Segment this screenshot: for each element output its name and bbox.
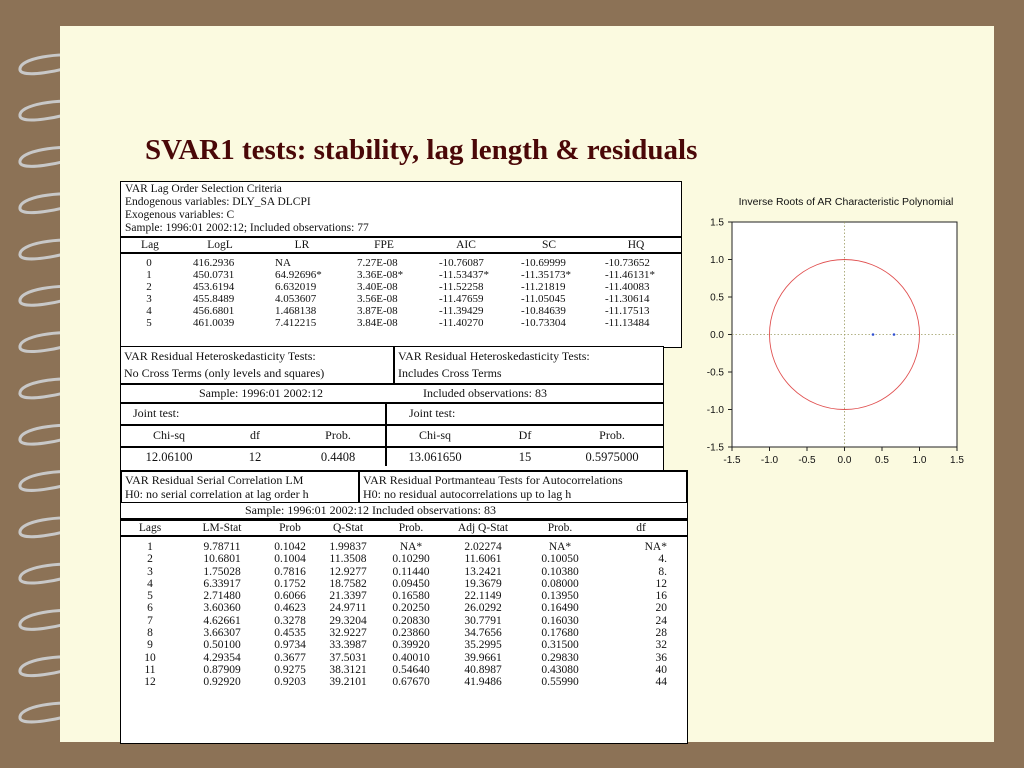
lag-cell: 450.0731: [193, 269, 235, 281]
hetero-right-prob: 0.5975000: [585, 450, 639, 464]
lag-column-headers: [121, 237, 681, 253]
lag-row: [121, 293, 681, 305]
y-tick-label: -0.5: [706, 367, 724, 379]
serial-cell: 0.16030: [541, 614, 579, 627]
serial-cell: 0.39920: [392, 639, 430, 652]
serial-cell: 32.9227: [329, 627, 367, 640]
serial-cell: 33.3987: [329, 639, 367, 652]
serial-cell: 4.: [658, 553, 667, 566]
y-tick-label: 1.0: [710, 255, 724, 266]
serial-row: [121, 578, 687, 590]
col-df: df: [636, 522, 646, 534]
serial-row: [121, 541, 687, 553]
hetero-left-title: VAR Residual Heteroskedasticity Tests:: [124, 349, 316, 363]
serial-cell: 11.3508: [329, 553, 367, 566]
x-tick-label: 1.0: [912, 455, 927, 466]
serial-sample-line: Sample: 1996:01 2002:12 Included observations: 83: [121, 503, 687, 519]
lag-cell: 4.053607: [275, 293, 317, 305]
serial-cell: 0.1004: [274, 553, 306, 566]
chart-title: Inverse Roots of AR Characteristic Polynomial: [738, 196, 954, 208]
serial-cell: 0.4623: [274, 602, 306, 615]
serial-cell: 35.2995: [464, 639, 502, 652]
serial-cell: 19.3679: [464, 577, 502, 590]
lag-cell: 6.632019: [275, 281, 317, 293]
serial-row: [121, 676, 687, 688]
serial-cell: 41.9486: [464, 676, 502, 689]
hetero-right-title: VAR Residual Heteroskedasticity Tests:: [398, 349, 590, 363]
serial-cell: 0.29830: [541, 651, 579, 664]
lag-cell: 4: [146, 305, 152, 317]
x-tick-label: -0.5: [798, 455, 816, 466]
hetero-left-sub: No Cross Terms (only levels and squares): [124, 366, 325, 380]
serial-cell: 0.10380: [541, 565, 579, 578]
serial-cell: 0.10290: [392, 553, 430, 566]
hetero-right-col-prob: Prob.: [599, 428, 625, 442]
lag-cell: 5: [146, 317, 152, 329]
serial-cell: 9.78711: [203, 541, 241, 553]
lag-cell: NA: [275, 257, 291, 269]
serial-cell: 22.1149: [464, 590, 502, 603]
serial-cell: 0.23860: [392, 627, 430, 640]
x-tick-label: 1.5: [950, 455, 964, 466]
serial-cell: 9: [147, 639, 153, 652]
serial-cell: 3.60360: [203, 602, 241, 615]
serial-right-sub: H0: no residual autocorrelations up to lag h: [363, 487, 572, 501]
serial-cell: 0.67670: [392, 676, 430, 689]
lag-cell: -11.52258: [439, 281, 484, 293]
serial-row: [121, 639, 687, 651]
lag-cell: 3.84E-08: [357, 317, 398, 329]
serial-cell: 18.7582: [329, 577, 367, 590]
serial-cell: 4.62661: [203, 614, 241, 627]
lag-cell: -11.30614: [605, 293, 650, 305]
hetero-right-col-df: Df: [518, 428, 532, 442]
lag-cell: -11.46131*: [605, 269, 656, 281]
serial-cell: 36: [655, 651, 667, 664]
serial-cell: 28: [655, 627, 667, 640]
lag-order-table: [120, 181, 682, 348]
hetero-joint-left: Joint test:: [121, 404, 387, 424]
serial-cell: 0.10050: [541, 553, 579, 566]
col-prob-q: Prob.: [398, 522, 424, 534]
serial-cell: 0.16490: [541, 602, 579, 615]
col-logl: LogL: [207, 239, 233, 251]
lag-cell: 3.56E-08: [357, 293, 398, 305]
lag-header-line-4: Sample: 1996:01 2002:12; Included observations: 77: [125, 222, 369, 234]
serial-row: [121, 615, 687, 627]
col-sc: SC: [541, 239, 557, 251]
serial-cell: 13.2421: [464, 565, 502, 578]
serial-cell: 24.9711: [329, 602, 367, 615]
lag-header-line-3: Exogenous variables: C: [125, 209, 235, 221]
hetero-left-col-df: df: [250, 428, 260, 442]
serial-cell: 0.4535: [274, 627, 306, 640]
lag-cell: -11.21819: [521, 281, 566, 293]
lag-cell: 455.8489: [193, 293, 235, 305]
lag-cell: 2: [146, 281, 152, 293]
serial-cell: 0.9275: [274, 663, 306, 676]
y-tick-label: -1.0: [706, 405, 724, 416]
serial-cell: 0.20250: [392, 602, 430, 615]
lag-cell: -11.05045: [521, 293, 566, 305]
lag-cell: 64.92696*: [275, 269, 322, 281]
serial-cell: 0.16580: [392, 590, 430, 603]
serial-cell: 0.87909: [203, 663, 241, 676]
hetero-sample: Sample: 1996:01 2002:12: [199, 386, 323, 400]
hetero-right-sub: Includes Cross Terms: [398, 366, 502, 380]
col-fpe: FPE: [374, 239, 394, 251]
serial-cell: 0.20830: [392, 614, 430, 627]
serial-cell: 2.02274: [464, 541, 502, 553]
col-prob-lm: Prob: [279, 522, 301, 534]
serial-cell: 21.3397: [329, 590, 367, 603]
serial-row: [121, 652, 687, 664]
lag-cell: 3: [146, 293, 152, 305]
serial-cell: 12: [655, 577, 667, 590]
x-tick-label: -1.5: [723, 455, 741, 466]
serial-cell: 0.55990: [541, 676, 579, 689]
lag-cell: -10.76087: [439, 257, 484, 269]
serial-cell: 38.3121: [329, 663, 367, 676]
serial-row: [121, 566, 687, 578]
serial-cell: 1.99837: [329, 541, 367, 553]
inverse-roots-chart: [700, 190, 990, 480]
serial-cell: 5: [147, 590, 153, 603]
lag-row: [121, 269, 681, 281]
lag-cell: -11.17513: [605, 305, 650, 317]
x-tick-label: 0.0: [837, 455, 852, 466]
hetero-right-df: 15: [518, 450, 532, 464]
serial-cell: 0.3677: [274, 651, 306, 664]
serial-cell: 4: [147, 577, 153, 590]
serial-row: [121, 627, 687, 639]
col-hq: HQ: [627, 239, 645, 251]
serial-cell: 0.08000: [541, 577, 579, 590]
y-tick-label: 0.0: [710, 330, 724, 341]
serial-cell: 0.17680: [541, 627, 579, 640]
serial-cell: 0.9734: [274, 639, 306, 652]
lag-cell: -11.40270: [439, 317, 484, 329]
serial-cell: 6.33917: [203, 577, 241, 590]
lag-cell: -11.47659: [439, 293, 484, 305]
serial-cell: 10: [144, 651, 156, 664]
lag-cell: -10.69999: [521, 257, 566, 269]
serial-cell: 0.9203: [274, 676, 306, 689]
serial-row: [121, 664, 687, 676]
lag-cell: 1.468138: [275, 305, 317, 317]
serial-cell: 1.75028: [203, 565, 241, 578]
serial-cell: 29.3204: [329, 614, 367, 627]
serial-cell: 0.54640: [392, 663, 430, 676]
lag-cell: -11.39429: [439, 305, 484, 317]
serial-cell: 8.: [658, 565, 667, 578]
serial-cell: NA*: [399, 541, 423, 553]
serial-row: [121, 590, 687, 602]
serial-cell: 44: [655, 676, 667, 689]
x-tick-label: -1.0: [760, 455, 779, 466]
serial-cell: 12: [144, 676, 156, 689]
lag-cell: -10.73304: [521, 317, 566, 329]
serial-cell: 37.5031: [329, 651, 367, 664]
serial-left-title: VAR Residual Serial Correlation LM: [125, 473, 304, 487]
hetero-left-prob: 0.4408: [320, 450, 356, 464]
heteroskedasticity-table: [120, 346, 664, 472]
hetero-left-col-chisq: Chi-sq: [152, 428, 185, 442]
serial-cell: 0.09450: [392, 577, 430, 590]
hetero-left-col-prob: Prob.: [325, 428, 351, 442]
col-lr: LR: [294, 239, 310, 251]
lag-cell: 461.0039: [193, 317, 235, 329]
lag-row: [121, 257, 681, 269]
col-lags: Lags: [138, 522, 162, 534]
lag-cell: 0: [146, 257, 152, 269]
serial-cell: 7: [147, 614, 153, 627]
serial-cell: 4.29354: [203, 651, 241, 664]
serial-cell: 0.92920: [203, 676, 241, 689]
col-aic: AIC: [456, 239, 476, 251]
serial-cell: 0.7816: [274, 565, 306, 578]
serial-row: [121, 602, 687, 614]
y-tick-label: 0.5: [710, 292, 724, 304]
serial-cell: 0.50100: [203, 639, 241, 652]
serial-cell: 0.11440: [392, 565, 430, 578]
serial-cell: 0.6066: [274, 590, 306, 603]
serial-cell: NA*: [548, 541, 572, 553]
serial-cell: 0.3278: [274, 614, 306, 627]
serial-cell: 3: [147, 565, 153, 578]
serial-cell: 32: [655, 639, 667, 652]
serial-cell: 10.6801: [203, 553, 241, 566]
serial-cell: 1: [147, 541, 153, 553]
root-point: [893, 333, 896, 336]
lag-cell: 456.6801: [193, 305, 235, 317]
serial-cell: 2: [147, 553, 153, 566]
lag-cell: 453.6194: [193, 281, 235, 293]
serial-cell: 40: [655, 663, 667, 676]
serial-cell: 24: [655, 614, 667, 627]
serial-correlation-table: [120, 470, 688, 744]
serial-cell: 6: [147, 602, 153, 615]
serial-column-headers: [121, 520, 687, 536]
serial-cell: 40.8987: [464, 663, 502, 676]
hetero-right-col-chisq: Chi-sq: [418, 428, 451, 442]
lag-cell: -10.84639: [521, 305, 566, 317]
lag-cell: -11.35173*: [521, 269, 572, 281]
lag-row: [121, 281, 681, 293]
serial-cell: 26.0292: [464, 602, 502, 615]
serial-cell: 0.31500: [541, 639, 579, 652]
lag-cell: 7.27E-08: [357, 257, 398, 269]
hetero-right-chisq: 13.061650: [408, 450, 462, 464]
x-tick-label: 0.5: [875, 455, 889, 466]
serial-cell: 8: [147, 627, 153, 640]
hetero-obs: Included observations: 83: [423, 386, 547, 400]
lag-cell: 3.87E-08: [357, 305, 398, 317]
serial-left-sub: H0: no serial correlation at lag order h: [125, 487, 309, 501]
lag-cell: -10.73652: [605, 257, 650, 269]
serial-cell: 12.9277: [329, 565, 367, 578]
lag-cell: -11.53437*: [439, 269, 490, 281]
lag-cell: 416.2936: [193, 257, 235, 269]
hetero-left-chisq: 12.06100: [145, 450, 193, 464]
serial-cell: 39.2101: [329, 676, 367, 689]
y-tick-label: -1.5: [706, 442, 724, 454]
col-prob-adj: Prob.: [547, 522, 573, 534]
lag-header-line-2: Endogenous variables: DLY_SA DLCPI: [125, 196, 311, 208]
serial-cell: 11: [144, 663, 156, 676]
y-tick-label: 1.5: [710, 217, 724, 229]
lag-cell: 3.40E-08: [357, 281, 398, 293]
col-q-stat: Q-Stat: [332, 522, 364, 534]
serial-cell: 34.7656: [464, 627, 502, 640]
serial-row: [121, 553, 687, 565]
serial-cell: 0.40010: [392, 651, 430, 664]
lag-cell: -11.13484: [605, 317, 650, 329]
hetero-left-df: 12: [248, 450, 262, 464]
serial-cell: 16: [655, 590, 667, 603]
lag-header-line-1: VAR Lag Order Selection Criteria: [125, 183, 282, 195]
serial-cell: 3.66307: [203, 627, 241, 640]
lag-cell: 1: [146, 269, 152, 281]
serial-cell: 0.1752: [274, 577, 306, 590]
lag-cell: 7.412215: [275, 317, 317, 329]
col-lag: Lag: [141, 239, 159, 251]
serial-cell: NA*: [644, 541, 667, 553]
slide-title: SVAR1 tests: stability, lag length & residuals: [145, 134, 698, 166]
lag-cell: 3.36E-08*: [357, 269, 404, 281]
lag-row: [121, 317, 681, 329]
lag-cell: -11.40083: [605, 281, 650, 293]
root-point: [872, 333, 875, 336]
col-lm-stat: LM-Stat: [202, 522, 242, 534]
serial-cell: 2.71480: [203, 590, 241, 603]
hetero-joint-right: Joint test:: [409, 406, 456, 420]
serial-right-title: VAR Residual Portmanteau Tests for Autocorrelations: [363, 473, 623, 487]
serial-cell: 0.1042: [274, 541, 306, 553]
lag-row: [121, 305, 681, 317]
serial-cell: 11.6061: [464, 553, 502, 566]
serial-cell: 39.9661: [464, 651, 502, 664]
serial-cell: 30.7791: [464, 614, 502, 627]
serial-cell: 20: [655, 602, 667, 615]
col-adj-q-stat: Adj Q-Stat: [457, 522, 509, 534]
serial-cell: 0.13950: [541, 590, 579, 603]
serial-cell: 0.43080: [541, 663, 579, 676]
